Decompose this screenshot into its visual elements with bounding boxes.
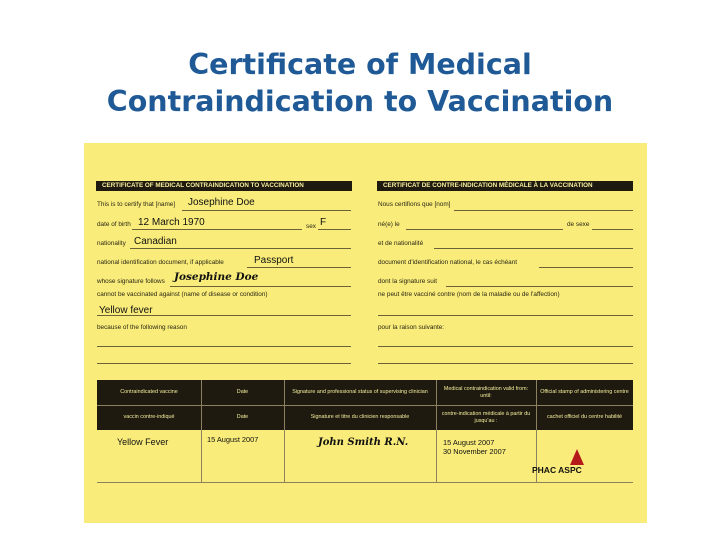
stamp-text: PHAC ASPC bbox=[532, 465, 582, 475]
en-nationality-line bbox=[130, 248, 351, 249]
table-header-divider bbox=[97, 405, 633, 406]
table-col-divider bbox=[436, 380, 437, 482]
french-header: CERTIFICAT DE CONTRE-INDICATION MÉDICALE À LA VACCINATION bbox=[377, 181, 633, 191]
en-sex-value: F bbox=[320, 217, 327, 228]
en-name-line bbox=[182, 210, 351, 211]
english-header: CERTIFICATE OF MEDICAL CONTRAINDICATION TO VACCINATION bbox=[96, 181, 352, 191]
en-nationality-value: Canadian bbox=[134, 236, 177, 247]
maple-leaf-icon bbox=[570, 449, 584, 465]
fr-id-doc-label: document d'identification national, le cas échéant bbox=[378, 259, 518, 266]
fr-dob-line bbox=[406, 229, 563, 230]
slide-title-line2: Contraindication to Vaccination bbox=[106, 85, 614, 118]
fr-name-line bbox=[454, 210, 633, 211]
en-reason-line-2 bbox=[97, 363, 351, 364]
en-disease-value: Yellow fever bbox=[99, 305, 153, 316]
table-col-divider bbox=[201, 380, 202, 482]
fr-nationality-label: et de nationalité bbox=[378, 240, 424, 247]
cell-valid-from: 15 August 2007 bbox=[443, 438, 495, 447]
en-sex-label: sex bbox=[306, 223, 316, 230]
en-certify-label: This is to certify that [name] bbox=[97, 201, 176, 208]
table-header-en bbox=[97, 380, 633, 405]
official-stamp bbox=[532, 445, 608, 481]
cell-vaccine: Yellow Fever bbox=[117, 437, 169, 447]
en-sex-line bbox=[318, 229, 351, 230]
cell-valid-until: 30 November 2007 bbox=[443, 447, 506, 456]
th-en-stamp: Official stamp of administering centre bbox=[540, 389, 629, 396]
slide-title bbox=[0, 46, 720, 120]
fr-reason-label: pour la raison suivante: bbox=[378, 324, 445, 331]
th-fr-validity: contre-indication médicale à partir du jusqu'au : bbox=[441, 411, 531, 424]
table-col-divider bbox=[284, 380, 285, 482]
th-fr-vaccine: vaccin contre-indiqué bbox=[123, 414, 175, 421]
fr-signature-line bbox=[446, 286, 633, 287]
th-en-clinician: Signature and professional status of supervising clinician bbox=[292, 389, 428, 396]
en-dob-value: 12 March 1970 bbox=[138, 217, 205, 228]
fr-certify-label: Nous certifions que [nom] bbox=[378, 201, 451, 208]
en-id-doc-line bbox=[247, 267, 351, 268]
certificate-card bbox=[84, 143, 647, 523]
fr-dob-label: né(e) le bbox=[378, 221, 400, 228]
en-cannot-label: cannot be vaccinated against (name of disease or condition) bbox=[97, 291, 268, 298]
fr-sex-line bbox=[592, 229, 633, 230]
en-dob-line bbox=[132, 229, 302, 230]
en-signature-line bbox=[170, 286, 351, 287]
fr-nationality-line bbox=[434, 248, 633, 249]
clinician-signature: John Smith R.N. bbox=[318, 437, 409, 448]
fr-sex-label: de sexe bbox=[567, 221, 590, 228]
en-signature-label: whose signature follows bbox=[97, 278, 165, 285]
en-id-doc-label: national identification document, if applicable bbox=[97, 259, 224, 266]
slide-title-line1: Certificate of Medical bbox=[188, 48, 532, 81]
en-reason-line-1 bbox=[97, 346, 351, 347]
fr-signature-label: dont la signature suit bbox=[378, 278, 437, 285]
th-en-vaccine: Contraindicated vaccine bbox=[120, 389, 178, 396]
table-header-fr bbox=[97, 405, 633, 430]
fr-reason-line-2 bbox=[378, 363, 633, 364]
th-fr-date: Date bbox=[236, 414, 249, 421]
fr-disease-line bbox=[378, 315, 633, 316]
cell-date: 15 August 2007 bbox=[207, 435, 259, 444]
en-nationality-label: nationality bbox=[97, 240, 126, 247]
th-fr-clinician: Signature et titre du clinicien responsable bbox=[310, 414, 410, 421]
en-reason-label: because of the following reason bbox=[97, 324, 187, 331]
en-dob-label: date of birth bbox=[97, 221, 131, 228]
patient-signature: Josephine Doe bbox=[174, 271, 259, 283]
th-en-validity: Medical contraindication valid from: until: bbox=[443, 386, 529, 399]
th-en-date: Date bbox=[236, 389, 249, 396]
fr-reason-line-1 bbox=[378, 346, 633, 347]
en-name-value: Josephine Doe bbox=[188, 197, 255, 208]
fr-cannot-label: ne peut être vacciné contre (nom de la maladie ou de l'affection) bbox=[378, 291, 560, 298]
th-fr-stamp: cachet officiel du centre habilité bbox=[546, 414, 623, 421]
table-bottom-border bbox=[97, 482, 633, 483]
en-id-doc-value: Passport bbox=[254, 255, 294, 266]
fr-id-doc-line bbox=[539, 267, 633, 268]
